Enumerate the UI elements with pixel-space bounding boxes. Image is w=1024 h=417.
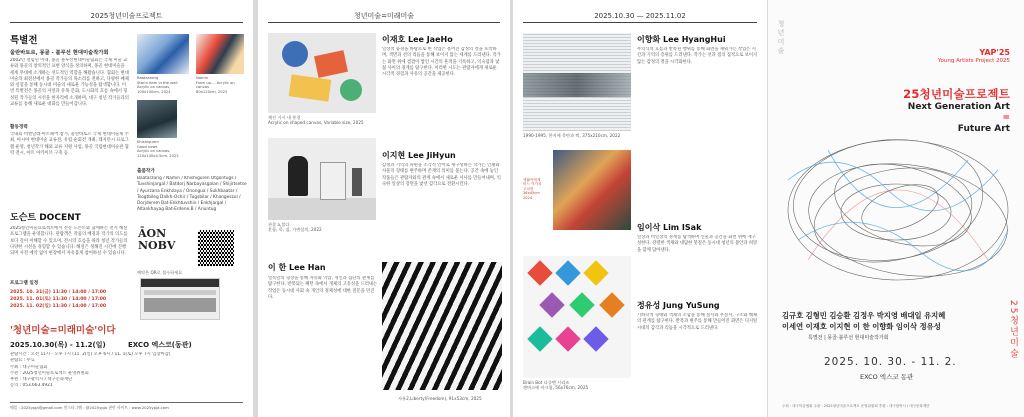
- caption-a: Baatarzorig Starln fiam in the wall Acrylic on canvas, 100x100cm, 2024: [137, 76, 178, 94]
- artist1-body: 무의식의 흐름과 반복된 행위를 통해 화면을 채워가는 작업은 시간과 기억의 층위를 드러낸다. 작가는 선과 점의 집적으로 보이지 않는 감정의 결을 시각화한다.: [637, 47, 758, 65]
- phone-screenshot: [140, 278, 220, 320]
- artist2-body: 감정과 기억의 파편을 조각적 언어로 재구성하는 작가는 인체와 사물의 형태를 변주하며 존재의 의미를 묻는다. 공간 속에 놓인 작품들은 관람자와의 관계 속에서 새로운 서사를 만들어내며, 익숙한 일상의 장면을 낯선 감각으로 전환시킨다.: [382, 163, 501, 187]
- artist2-name: 임이삭 Lim ISak: [637, 223, 702, 232]
- quote: '청년미술=미래미술'이다: [10, 325, 116, 336]
- artwork-baatarzorig: [137, 34, 189, 74]
- cover-title-kr: 25청년미술프로젝트: [903, 87, 1010, 101]
- artwork-lee-han-zebra: [382, 262, 502, 390]
- cover-special-line: 특별전 | 몽골·블루선 현대미술작가회: [808, 335, 889, 341]
- cover-vertical-right: 25청년미술: [1008, 300, 1018, 360]
- artist3-caption: Brain Bot 다큐멘 시리즈 캔버스에 아크릴, 56x76cm, 2025: [523, 380, 589, 391]
- org-title: 활동경력: [10, 125, 28, 130]
- panel-header: 2025청년미술프로젝트: [10, 11, 243, 23]
- artist3-caption: 자유2,Liberty(Freedom), 91x53cm, 2025: [398, 396, 482, 401]
- cover-venue: EXCO 엑스코 동관: [860, 373, 914, 381]
- artwork-khishiguren: [137, 100, 177, 138]
- artist3-body: 기하학적 형태와 색채의 조합을 통해 질서와 무질서, 구조와 해체의 관계를 탐구한다. 반복과 변주를 통해 만들어진 화면은 디지털 시대의 감각과 리듬을 시각적으로 드러낸다.: [637, 313, 758, 331]
- footer: 메일 : 2025ypja@gmail.com 인스타그램 : @2025ypja 관련 사이트 : www.2025ypja.com: [10, 405, 169, 410]
- artist1-caption: 1990-1995, 한지에 목탄과 먹, 375x210cm, 2022: [523, 133, 621, 138]
- artist2-caption: 생활이에게 어느 이가치 고치를 36x45cm 2024: [523, 178, 542, 200]
- logo-caption: 예약은 QR로 접수하세요: [137, 270, 183, 275]
- artist1-body: 일상적 풍경을 바탕으로 한 작업은 흩어진 감정의 결을 포착하며, 색면과 선의 리듬을 통해 보이지 않는 세계를 드러낸다. 작가는 화면 위에 겹겹이 쌓인 시간의 흔적을 기록하고, 익숙함과 낯섦 사이의 경계를 탐구한다. 이러한 시도는 관람자에게 새로운 시각적 경험과 사유의 공간을 제공한다.: [382, 47, 501, 78]
- caption-c: Khishiguren Good news Acrylic on canvas, 110x140x4.5cm, 2023: [137, 140, 179, 158]
- artist3-name: 이 한 Lee Han: [268, 263, 326, 272]
- artist2-caption: 관찰 a,불다 혼합, 목, 칠, 가변설치, 2022: [268, 222, 322, 233]
- event-venue: EXCO 엑스코(동관): [128, 341, 192, 349]
- schedule-item: 2025. 11. 01(토) 11:30 / 14:00 / 17:00: [10, 297, 107, 302]
- schedule-item: 2025. 10. 31(금) 11:30 / 14:00 / 17:00: [10, 290, 107, 295]
- artist1-name: 이향화 Lee HyangHui: [637, 35, 726, 44]
- artist1-caption: 깨진 거시 내 풍경 Acrylic on shaped canvas, Variable size, 2025: [268, 115, 364, 126]
- panel-special-exhibition: [0, 0, 253, 417]
- cover-yap: YAP'25: [979, 48, 1010, 57]
- artist1-name: 이재호 Lee JaeHo: [382, 35, 453, 44]
- artwork-lee-jihyun: [268, 138, 376, 220]
- artist2-name: 이지현 Lee JiHyun: [382, 151, 456, 160]
- qr-code-icon[interactable]: [198, 230, 234, 266]
- cover-title-en: Next Generation Art = Future Art: [907, 102, 1010, 134]
- schedule-item: 2025. 11. 02(일) 11:30 / 14:00 / 17:00: [10, 304, 107, 309]
- artists-body: Baatarzorig / Namin / Khishiguren Otgontugs / Tuvshinjargal / Batdorj Narbayasgalan / Shijirtsetse / Ayurzana Enkhzaya / Onongua / Sukhbaatar / Tsogtbileg Dalkh-Ochir / Tugsbilar / Khangeszul / Dorjderem Bat-Enkhtuvshin / Enkhjargal / Altankhayag Bat-Erdene.B / Ariuntug: [137, 176, 247, 213]
- artwork-lee-hyanghui: [523, 33, 631, 131]
- artwork-jung-yusung: [523, 256, 631, 378]
- artwork-lim-isak: [553, 150, 631, 230]
- artwork-lee-jaeho: [268, 33, 376, 113]
- logo-aon: ĀON NOBV: [138, 227, 176, 252]
- panel-cover: [768, 0, 1024, 417]
- panel-artists-b: [513, 0, 767, 417]
- info-lines: 관람시간 : 오전 11시 - 오후 7시 (11. 2(일) 오후 6시 / 11. 1(토) 오후 7시 입장마감) 관람료 : 무료 주최 : 대구미술협회 주관 : 2025청년미술프로젝트 운영위원회 후원 : 대구광역시 / 대구문화재단 문의 : 053.663.4921: [10, 352, 171, 389]
- program-label: 프로그램 일정: [10, 281, 39, 286]
- docent-title: 도슨트 DOCENT: [10, 213, 81, 223]
- panel-header: 청년미술=미래미술: [268, 11, 500, 23]
- cover-artists: 김규호 김형민 김승환 김정우 박지영 배대일 유지혜 이세연 이재호 이지현 이 한 이향화 임이삭 정유성: [782, 311, 946, 331]
- footer-divider: [10, 402, 243, 403]
- cover-date: 2025. 10. 30. - 11. 2.: [824, 356, 957, 368]
- artist3-name: 정유성 Jung YuSung: [637, 301, 720, 310]
- artist2-body: 일상과 비일상의 경계를 탐색하며 인물과 공간을 화면 위에 재구성한다. 강렬한 색채와 대담한 붓질은 동시대 청년의 불안과 희망을 함께 담아낸다.: [637, 235, 758, 253]
- cover-footer: 주최 : 대구미술협회 주관 : 2025청년미술프로젝트 운영위원회 후원 : 대구광역시 / 대구문화재단: [782, 404, 930, 408]
- event-date: 2025.10.30(목) - 11.2(일): [10, 341, 106, 349]
- org-body: 국내외 비엔날레·아트페어 참가, 울란바토르 국제 현대미술제 주최, 아시아 현대미술 교류전, 유럽 순회전 개최, 레지던시 프로그램 운영, 청년작가 해외 교류 지원 사업, 몽골 국립현대미술관 협력 전시, 아트 아카이브 구축 등.: [10, 132, 129, 156]
- panel-artists-a: [258, 0, 510, 417]
- artist3-body: 얼룩말의 형상을 통해 자유와 억압, 개인과 집단의 관계를 탐구한다. 반복되는 패턴 속에서 개체의 고유성을 드러내는 작업은 동시대 사회 속 개인의 정체성에 대한 질문을 던진다.: [268, 276, 378, 300]
- caption-b: Namin From uo.... Acrylic on canvas 80x120cm, 2023: [196, 76, 235, 94]
- docent-body: 2025청년미술프로젝트에서 전문 도슨트와 함께하는 전시 해설 프로그램을 운영합니다. 관람객은 작품의 배경과 작가의 의도를 보다 깊이 이해할 수 있으며, 전시의 흐름을 따라 청년 작가들의 다양한 시선을 경험할 수 있습니다. 해설은 정해진 시간에 진행되며 사전 예약 없이 현장에서 자유롭게 참여하실 수 있습니다.: [10, 226, 128, 257]
- special-subtitle: 울란바토르, 몽골 - 블루선 현대미술작가회: [10, 50, 109, 56]
- panel-header: 2025.10.30 — 2025.11.02: [523, 11, 757, 23]
- artists-label: 출품작가: [137, 169, 155, 174]
- artwork-namin: [196, 34, 244, 74]
- schedule-list: [10, 289, 132, 310]
- cover-en-small: Young Artists Project 2025: [937, 58, 1010, 64]
- special-title: 특별전: [10, 35, 38, 46]
- special-body: 2002년 설립된 이래, 몽골 블루선현대미술협회는 국제 미술 교류와 몽골의 창의적인 표현 양식을 정의하며, 몽골 현대미술을 세계 무대에 소개하는 선도적인 역할을 해왔습니다. 협회는 현대 미술의 최전선에서 몽골 작가들의 목소리를 전하고, 다양한 매체와 실험을 통해 동시대 미술의 새로운 가능성을 탐색합니다. 이번 특별전은 몽골의 자연과 유목 문화, 도시화의 흐름 속에서 형성된 작가들의 시선을 한자리에 소개하며, 대구 청년 작가들과의 교류를 통해 새로운 대화를 만들어갑니다.: [10, 58, 129, 108]
- cover-vertical-left: 청년미술: [777, 20, 785, 56]
